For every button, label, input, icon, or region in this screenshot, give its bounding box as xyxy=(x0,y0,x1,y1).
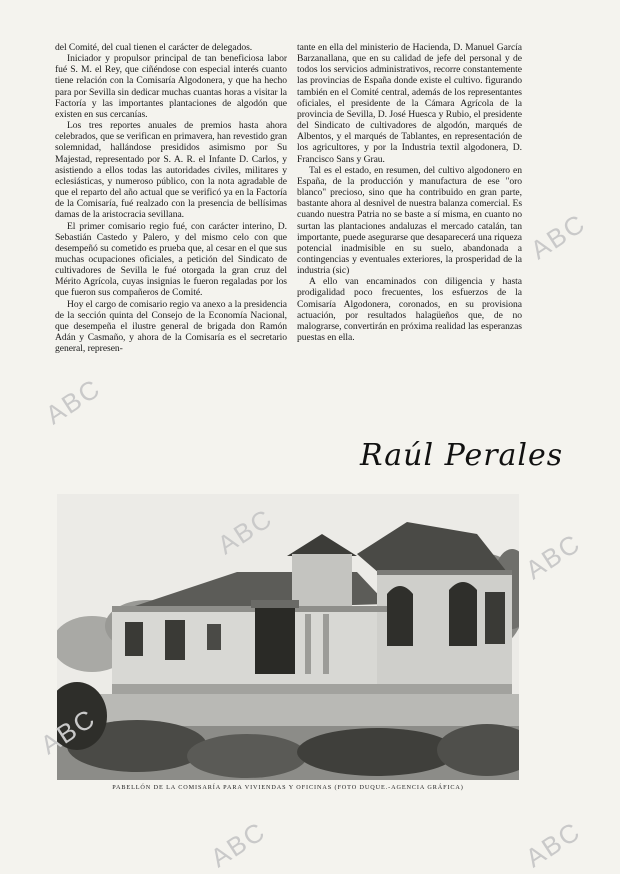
paragraph: El primer comisario regio fué, con carácter interino, D. Sebastián Castedo y Palero, y del mismo celo con que desempeñó su cometido es prueba que, al cesar en el que sus muchas ocupaciones oficiales, a petición del Sindicato de cultivadores de Sevilla le fué otorgada la gran cruz del Mérito Agrícola, cuyas insignias le fueron regaladas por los que fueron sus compañeros de Comité. xyxy=(55,220,287,299)
paragraph: Iniciador y propulsor principal de tan beneficiosa labor fué S. M. el Rey, que ciñéndose con especial interés cuanto tiene relación con la Comisaría Algodonera, y que ha hecho para por Sevilla sin dedicar muchas cuantas horas a visitar la Factoría y las importantes plantaciones de algodón que existen en sus cercanías. xyxy=(55,53,287,120)
pavilion-illustration xyxy=(57,494,519,780)
paragraph: tante en ella del ministerio de Hacienda, D. Manuel García Barzanallana, que en su calidad de jefe del personal y de todos los servicios administrativos, recorre constantemente las provincias de España donde existe el cultivo. figurando también en el Comité central, además de los representantes oficiales, el presidente de la Cámara Agrícola de la provincia de Sevilla, D. José Huesca y Rubio, el presidente del Sindicato de cultivadores de algodón, marqués de Albentos, y el marqués de Tablantes, en representación de los agricultores, y por la Industria textil algodonera, D. Francisco Sans y Grau. xyxy=(297,42,522,165)
abc-watermark: ABC xyxy=(40,372,107,431)
left-column xyxy=(55,42,287,354)
abc-watermark: ABC xyxy=(35,702,102,761)
paragraph: del Comité, del cual tienen el carácter de delegados. xyxy=(55,42,253,53)
abc-watermark: ABC xyxy=(205,815,272,874)
abc-watermark: ABC xyxy=(520,815,587,874)
author-signature: Raúl Perales xyxy=(360,438,564,473)
paragraph: Tal es el estado, en resumen, del cultivo algodonero en España, de la producción y manufactura de ese "oro blanco" precioso, sino que ha contribuido en gran parte, bastante ahora al desnivel de nuestra balanza comercial. Es cuando nuestra Patria no se baste a sí misma, en cuanto no surtan las plantaciones andaluzas el mercado catalán, tan importante, puede asegurarse que desaparecerá una riqueza potencial inadmisible en su suelo, abandonada a contingencias y eventuales exteriores, la prosperidad de la industria (sic) xyxy=(297,164,522,277)
abc-watermark: ABC xyxy=(212,502,279,561)
building-photo xyxy=(57,494,519,780)
abc-watermark: ABC xyxy=(520,527,587,586)
abc-watermark: ABC xyxy=(525,207,592,266)
paragraph: A ello van encaminados con diligencia y hasta prodigalidad poco frecuentes, los esfuerzos de la Comisaría Algodonera, coronados, en su provisiona actuación, por resultados halagüeños que, de no malograrse, convertirán en próxima realidad las esperanzas puestas en ella. xyxy=(297,276,522,344)
photo-caption: PABELLÓN DE LA COMISARÍA PARA VIVIENDAS Y OFICINAS (FOTO DUQUE.-AGENCIA GRÁFICA) xyxy=(112,784,464,791)
right-column xyxy=(297,42,522,343)
paragraph: Hoy el cargo de comisario regio va anexo a la presidencia de la sección quinta del Consejo de la Economía Nacional, que desempeña el ilustre general de brigada don Ramón Adán y Casmaño, y ahora de la Comisaría es el secretario general, represen- xyxy=(55,298,287,355)
paragraph: Los tres reportes anuales de premios hasta ahora celebrados, que se verifican en primavera, han revestido gran solemnidad, hallándose presididos asimismo por Su Majestad, representado por S. A. R. el Infante D. Carlos, y asistiendo a ellos todas las autoridades civiles, militares y eclesiásticas, y numeroso público, con la nota agradable de que el reparto del año actual que se verificó ya en la Factoría de la Comisaría, fué realzado con la presencia de bellísimas damas de la aristocracia sevillana. xyxy=(55,120,287,221)
